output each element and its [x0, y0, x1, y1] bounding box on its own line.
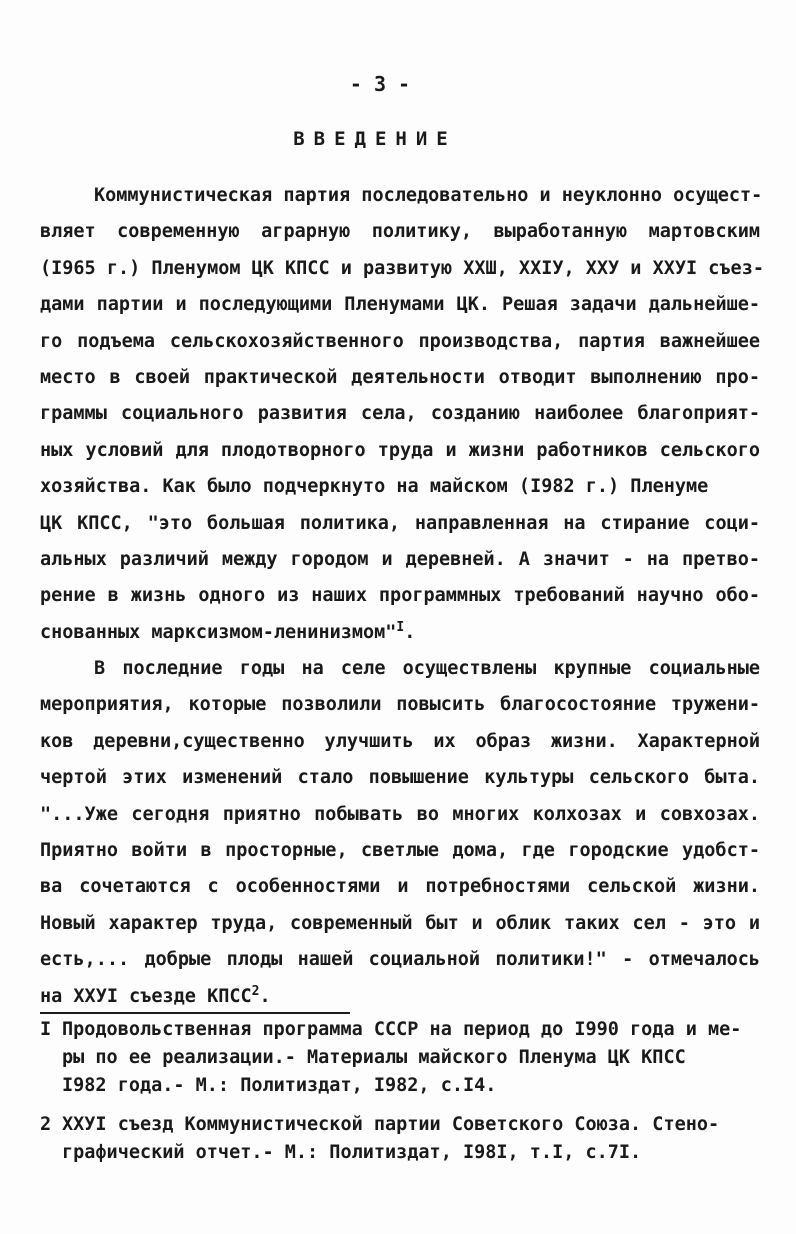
- paragraph-2-line: мероприятия, которые позволили повысить благосостояние тружени-: [40, 694, 760, 716]
- paragraph-1-line: снованных марксизмом-ленинизмом": [40, 621, 397, 643]
- paragraph-2-line: В последние годы на селе осуществлены крупные социальные: [94, 658, 760, 680]
- paragraph-1-line: дами партии и последующими Пленумами ЦК. Решая задачи дальнейше-: [40, 294, 760, 316]
- footnote-number: I: [40, 1019, 52, 1040]
- paragraph-1-line: рение в жизнь одного из наших программных требований научно обо-: [40, 585, 760, 607]
- footnotes: [40, 1016, 760, 1178]
- footnote-1: [40, 1016, 760, 1100]
- footnote-2: [40, 1111, 760, 1167]
- paragraph-1-line: го подъема сельскохозяйственного производства, партия важнейшее: [40, 330, 760, 352]
- paragraph-1-line: (I965 г.) Пленумом ЦК КПСС и развитую XXШ, XXIУ, XXУ и XXУI съез-: [40, 257, 764, 279]
- footnote-line: I982 года.- М.: Политиздат, I982, с.I4.: [62, 1075, 497, 1096]
- section-title: ВВЕДЕНИЕ: [293, 128, 457, 150]
- footnote-line: ры по ее реализации.- Материалы майского Пленума ЦК КПСС: [62, 1047, 686, 1068]
- paragraph-1-line: Коммунистическая партия последовательно и неуклонно осущест-: [94, 185, 763, 206]
- paragraph-2-end: .: [259, 985, 271, 1007]
- footnote-separator: [40, 1012, 350, 1014]
- paragraph-1-line: ЦК КПСС, "это большая политика, направленная на стирание соци-: [40, 512, 760, 534]
- footnote-ref-2: 2: [251, 983, 260, 999]
- footnote-line: XXУI съезд Коммунистической партии Советского Союза. Стено-: [62, 1114, 720, 1135]
- paragraph-2-line: ва сочетаются с особенностями и потребностями сельской жизни.: [40, 876, 760, 898]
- paragraph-1-line: граммы социального развития села, созданию наиболее благоприят-: [40, 403, 760, 425]
- paragraph-2-line: есть,... добрые плоды нашей социальной политики!" - отмечалось: [40, 949, 760, 971]
- paragraph-1-end: .: [404, 621, 416, 643]
- paragraph-2-line: Приятно войти в просторные, светлые дома, где городские удобст-: [40, 840, 760, 862]
- paragraph-2-last-line: [40, 979, 760, 1015]
- paragraph-1-last-line: [40, 615, 760, 651]
- paragraph-2-line: чертой этих изменений стало повышение культуры сельского быта.: [40, 767, 760, 789]
- paragraph-2-line: ков деревни,существенно улучшить их образ жизни. Характерной: [40, 730, 760, 752]
- footnote-line: Продовольственная программа СССР на период до I990 года и ме-: [62, 1019, 742, 1040]
- footnote-number: 2: [40, 1114, 52, 1135]
- paragraph-1-line: место в своей практической деятельности отводит выполнению про-: [40, 366, 760, 388]
- footnote-ref-1: I: [396, 619, 405, 635]
- page-number: - 3 -: [349, 72, 411, 96]
- paragraph-1-line: хозяйства. Как было подчеркнуто на майском (I982 г.) Пленуме: [40, 476, 709, 498]
- paragraph-1-line: вляет современную аграрную политику, выработанную мартовским: [40, 221, 760, 243]
- footnote-line: графический отчет.- М.: Политиздат, I98I, т.I, с.7I.: [62, 1142, 642, 1163]
- paragraph-2-line: "...Уже сегодня приятно побывать во многих колхозах и совхозах.: [40, 803, 760, 825]
- paragraph-2-line: на XXУI съезде КПСС: [40, 985, 252, 1007]
- paragraph-1-line: ных условий для плодотворного труда и жизни работников сельского: [40, 439, 760, 461]
- paragraph-2-line: Новый характер труда, современный быт и облик таких сел - это и: [40, 912, 760, 934]
- body-text: [40, 178, 764, 1015]
- paragraph-1-line: альных различий между городом и деревней. А значит - на претво-: [40, 548, 760, 570]
